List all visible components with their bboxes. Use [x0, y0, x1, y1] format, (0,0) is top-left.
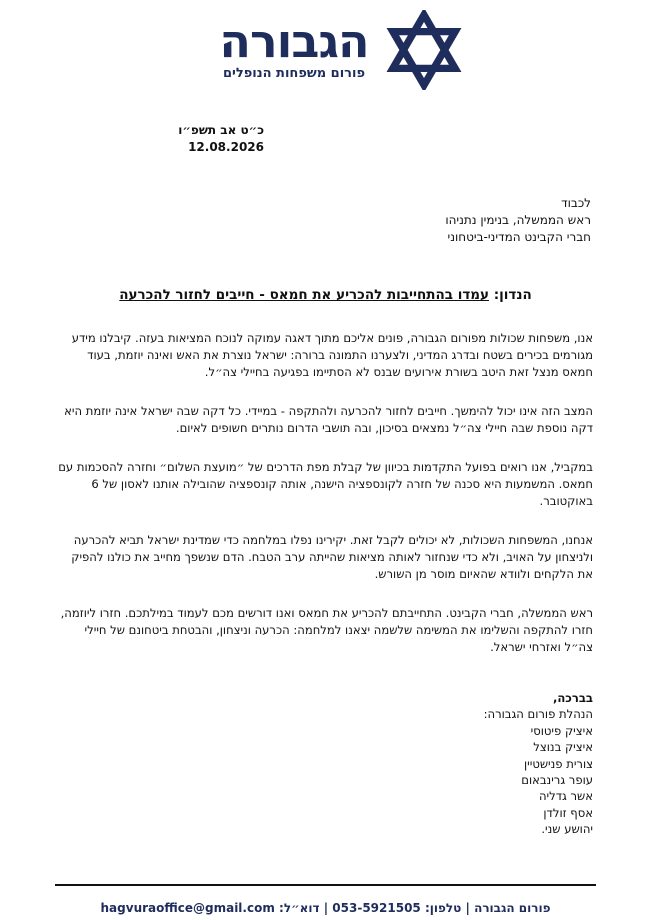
signed-by: הנהלת פורום הגבורה: — [483, 707, 593, 722]
signatory-name: אשר גדליה — [538, 789, 593, 804]
subject-prefix: הנדון: — [493, 287, 532, 303]
body-paragraph: אנו, משפחות שכולות מפורום הגבורה, פונים אליכם מתוך דאגה עמוקה לנוכח המציאות בעזה. קיבלנו מידע מגורמים בכירים בשטח ובדרג המדיני, ולצערנו התמונה ברורה: ישראל נוצרת את האש ואינה יוזמת, בעוד חמאס מנצל זאת היטב בשורת אירועים שבנס לא הסתיימו בפגיעה בחיילי צה״ל. — [71, 331, 593, 379]
body-paragraph: במקביל, אנו רואים בפועל התקדמות בכיוון של קבלת מפת הדרכים של ״מועצת השלום״ וחזרה להסכמות עם חמאס. המשמעות היא סכנה של חזרה לקונספציה הישנה, אותה קונספציה שהובילה אותנו לאסון של 6 באוקטובר. — [58, 460, 593, 508]
body-paragraph: המצב הזה אינו יכול להימשך. חייבים לחזור להכרעה ולהתקפה - במיידי. כל דקה שבה ישראל אינה יוזמת היא דקה נוספת שבה חיילי צה״ל נמצאים בסיכון, ובה תושבי הדרום נותרים חשופים לאיום. — [64, 404, 593, 435]
body-paragraph: ראש הממשלה, חברי הקבינט. התחייבתם להכריע את חמאס ואנו דורשים מכם לעמוד במילתכם. חזרו ליוזמה, חזרו להתקפה והשלימו את המשימה שלשמה יצאנו למלחמה: הכרעה וניצחון, והבטחת ביטחונם של חיילי צה״ל ואזרחי ישראל. — [60, 606, 593, 654]
footer-org: פורום הגבורה — [474, 901, 551, 915]
signatory-name: יהושע שני. — [541, 822, 593, 837]
letter-date — [64, 122, 264, 156]
subject-line — [40, 286, 611, 304]
addressee-block — [191, 195, 591, 246]
hebrew-date: כ״ט אב תשפ״ו — [178, 123, 264, 137]
signature-block — [293, 690, 593, 838]
footer-separator: | — [465, 901, 470, 915]
subject-topic: עמדו בהתחייבות להכריע את חמאס - חייבים לחזור להכרעה — [119, 287, 490, 303]
letter-body — [55, 330, 593, 678]
signatory-name: אסף זולדן — [543, 805, 593, 820]
logo-title: הגבורה — [219, 14, 369, 68]
footer-email-label: דוא״ל: — [279, 901, 320, 915]
footer-phone[interactable]: 053-5921505 — [332, 901, 421, 915]
footer-divider — [55, 884, 596, 886]
logo-subtitle: פורום משפחות הנופלים — [222, 66, 366, 81]
body-paragraph: אנחנו, המשפחות השכולות, לא יכולים לקבל זאת. יקירינו נפלו במלחמה כדי שמדינת ישראל תביא להכרעה ולניצחון על האויב, ולא כדי שנחזור לאותה מציאות שהייתה ערב הטבח. הדם שנשפך מחייב את כולנו להפיק את הלקחים ולוודא שהאיום מוסר מן השורש. — [71, 533, 593, 581]
addressee-line: ראש הממשלה, בנימין נתניהו — [445, 213, 591, 227]
footer-phone-label: טלפון: — [424, 901, 462, 915]
footer-email-link[interactable]: hagvuraoffice@gmail.com — [100, 901, 275, 915]
footer-contact — [40, 900, 611, 916]
closing-greeting: בברכה, — [552, 691, 593, 705]
footer-separator: | — [323, 901, 329, 915]
signatory-name: צורית פנישטיין — [523, 756, 593, 771]
signatory-name: איציק בנוצל — [533, 740, 593, 755]
letterhead-logo — [0, 8, 651, 86]
gregorian-date: 12.08.2026 — [188, 140, 264, 154]
addressee-greeting: לכבוד — [561, 196, 591, 210]
addressee-line: חברי הקבינט המדיני-ביטחוני — [447, 230, 591, 244]
signatory-name: איציק פיטוסי — [530, 723, 593, 738]
signatory-name: עופר גרינבאום — [521, 773, 593, 788]
star-of-david-icon — [384, 10, 464, 90]
